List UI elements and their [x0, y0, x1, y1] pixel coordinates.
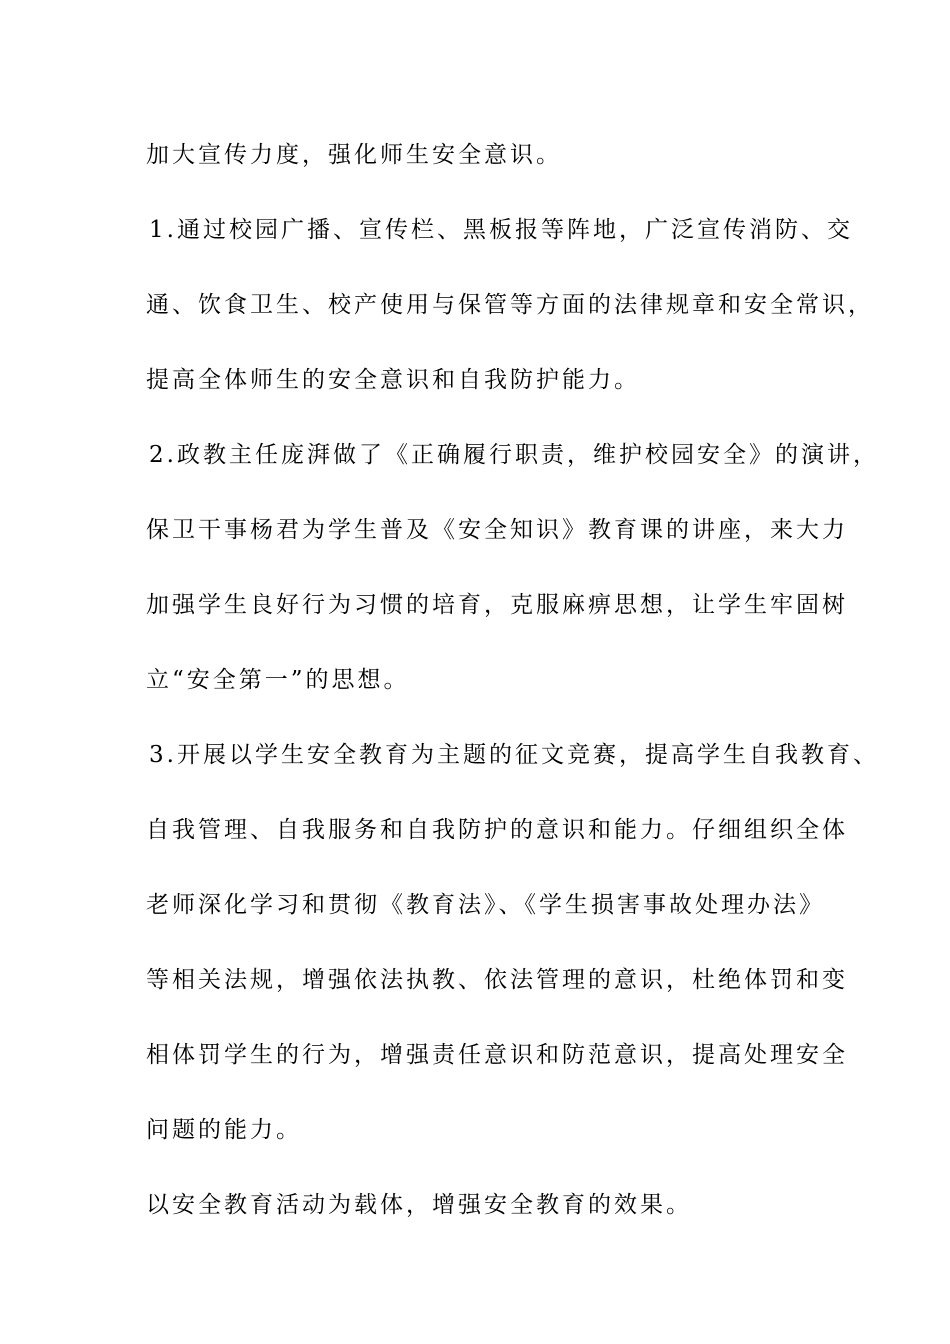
item-2-line-1: 2.政教主任庞湃做了《正确履行职责，维护校园安全》的演讲， [149, 442, 879, 468]
heading-line-2: 以安全教育活动为载体，增强安全教育的效果。 [146, 1192, 692, 1218]
item-3-line-4: 等相关法规，增强依法执教、依法管理的意识，杜绝体罚和变 [146, 967, 848, 993]
item-3-line-1: 3.开展以学生安全教育为主题的征文竞赛，提高学生自我教育、 [149, 742, 879, 768]
item-3-line-3: 老师深化学习和贯彻《教育法》、《学生损害事故处理办法》 [146, 892, 825, 918]
item-1-line-1: 1.通过校园广播、宣传栏、黑板报等阵地，广泛宣传消防、交 [149, 217, 853, 243]
item-2-line-4: 立“安全第一”的思想。 [146, 667, 410, 693]
item-1-line-2: 通、饮食卫生、校产使用与保管等方面的法律规章和安全常识， [146, 292, 874, 318]
item-1-line-3: 提高全体师生的安全意识和自我防护能力。 [146, 367, 640, 393]
item-3-line-5: 相体罚学生的行为，增强责任意识和防范意识，提高处理安全 [146, 1042, 848, 1068]
item-3-line-2: 自我管理、自我服务和自我防护的意识和能力。仔细组织全体 [146, 817, 848, 843]
item-2-line-3: 加强学生良好行为习惯的培育，克服麻痹思想，让学生牢固树 [146, 592, 848, 618]
document-body [146, 130, 879, 1255]
item-3-line-6: 问题的能力。 [146, 1117, 302, 1143]
heading-line-1: 加大宣传力度，强化师生安全意识。 [146, 142, 562, 168]
item-2-line-2: 保卫干事杨君为学生普及《安全知识》教育课的讲座，来大力 [146, 517, 848, 543]
